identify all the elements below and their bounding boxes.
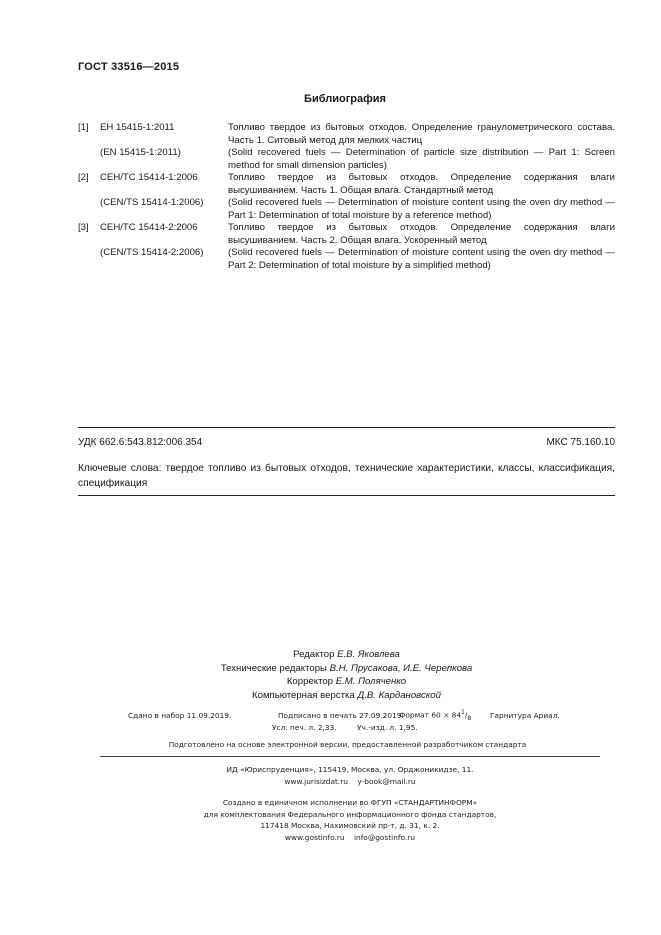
print-edition: Уч.-изд. л. 1,95.	[357, 723, 418, 732]
entry-code: (CEN/TS 15414-2:2006)	[100, 247, 204, 258]
entry-number: [2]	[78, 172, 89, 183]
mks-code: МКС 75.160.10	[546, 437, 615, 448]
credit-corrector	[78, 675, 615, 689]
print-prepared: Подготовлено на основе электронной версии, предоставленной разработчиком стандарта	[168, 740, 527, 749]
entry-number: [1]	[78, 122, 89, 133]
printer-email: info@gostinfo.ru	[353, 832, 415, 842]
entry-number	[78, 147, 100, 172]
entry-code: CEH/TC 15414-2:2006	[100, 222, 198, 233]
bibliography-title: Библиография	[304, 93, 386, 105]
top-divider	[78, 427, 615, 428]
credit-name: Е.В. Яковлева	[337, 649, 400, 660]
format-prefix: Формат 60 × 84	[399, 710, 462, 720]
bibliography-entry	[78, 122, 615, 147]
printer-contacts	[100, 832, 600, 844]
udk-code: УДК 662.6:543.812:006.354	[78, 437, 203, 448]
entry-description: Топливо твердое из бытовых отходов. Определение содержания влаги высушиванием. Часть 1. Общая влага. Стандартный метод	[228, 172, 615, 196]
credits-block	[78, 648, 615, 702]
entry-code: (CEN/TS 15414-1:2006)	[100, 197, 204, 208]
publisher-email: y-book@mail.ru	[357, 776, 416, 786]
print-signed-date: Подписано в печать 27.09.2019.	[278, 711, 404, 720]
entry-number	[78, 197, 100, 222]
bibliography-entry	[78, 197, 615, 222]
entry-code: CEH/TC 15414-1:2006	[100, 172, 198, 183]
credit-name: В.Н. Прусакова, И.Е. Черепкова	[329, 662, 473, 674]
entry-code: (EN 15415-1:2011)	[100, 147, 181, 158]
publisher-divider	[100, 756, 600, 757]
credit-name: Д.В. Кардановской	[357, 689, 441, 701]
credit-editor	[78, 648, 615, 662]
document-id: ГОСТ 33516—2015	[78, 61, 180, 73]
printer-line: для комплектования Федерального информационного фонда стандартов,	[203, 809, 497, 819]
printer-address: 117418 Москва, Нахимовский пр-т, д. 31, к. 2.	[260, 821, 440, 830]
entry-description: (Solid recovered fuels — Determination of moisture content using the oven dry method — Part 2: Determination of total moisture by a simplified method)	[228, 247, 615, 271]
bibliography-entry	[78, 147, 615, 172]
printer-line: Создано в единичном исполнении во ФГУП «СТАНДАРТИНФОРМ»	[222, 798, 478, 807]
bibliography-entry	[78, 247, 615, 272]
printer-website: www.gostinfo.ru	[284, 832, 345, 842]
bottom-divider	[78, 495, 615, 496]
bibliography-list	[78, 122, 615, 272]
credit-label: Технические редакторы	[220, 662, 327, 674]
publisher-block	[100, 764, 600, 787]
credit-label: Компьютерная верстка	[252, 689, 355, 701]
credit-name: Е.М. Поляченко	[335, 676, 407, 687]
credit-label: Корректор	[286, 676, 334, 687]
printer-block	[100, 797, 600, 843]
credit-layout	[78, 689, 615, 703]
entry-description: Топливо твердое из бытовых отходов. Определение содержания влаги высушиванием. Часть 2. Общая влага. Ускоренный метод	[228, 222, 615, 246]
print-sheets: Усл. печ. л. 2,33.	[272, 723, 337, 732]
bibliography-entry	[78, 222, 615, 247]
entry-description: (Solid recovered fuels — Determination of moisture content using the oven dry method — Part 1: Determination of total moisture by a reference method)	[228, 197, 615, 221]
entry-description: (Solid recovered fuels — Determination of particle size distribution — Part 1: Screen method for small dimension particles)	[228, 147, 615, 171]
publisher-address: ИД «Юриспруденция», 115419, Москва, ул. Орджоникидзе, 11.	[226, 765, 474, 774]
print-sent-date: Сдано в набор 11.09.2019.	[128, 711, 232, 720]
entry-code: ЕН 15415-1:2011	[100, 122, 175, 133]
print-format: Формат $60 \times 84^1/_8$	[399, 709, 472, 722]
publisher-contacts	[100, 776, 600, 788]
entry-description: Топливо твердое из бытовых отходов. Определение гранулометрического состава. Часть 1. Ситовый метод для мелких частиц	[228, 122, 615, 146]
format-numerator: 1	[461, 709, 465, 716]
entry-number	[78, 247, 100, 272]
credit-tech-editors	[78, 662, 615, 676]
format-denominator: 8	[467, 714, 472, 722]
bibliography-entry	[78, 172, 615, 197]
print-font: Гарнитура Ариал.	[490, 711, 560, 720]
keywords: Ключевые слова: твердое топливо из бытовых отходов, технические характеристики, классы, классификация, спецификация	[78, 463, 615, 489]
entry-number: [3]	[78, 222, 89, 233]
credit-label: Редактор	[293, 649, 335, 660]
publisher-website: www.jurisizdat.ru	[284, 776, 348, 786]
